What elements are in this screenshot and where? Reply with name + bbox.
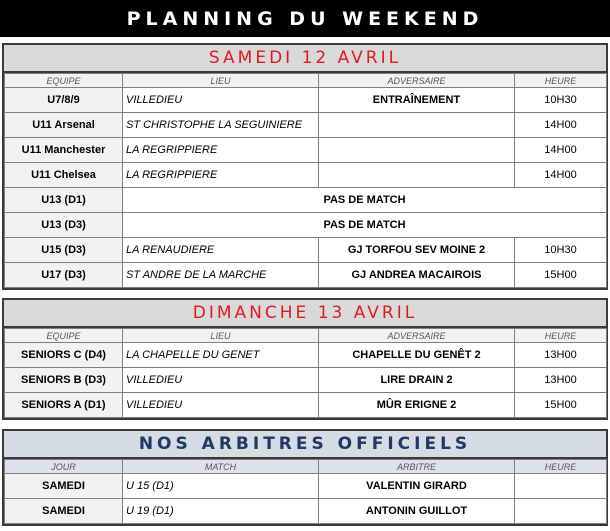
team-cell: U17 (D3): [5, 263, 123, 288]
heure-cell: 15H00: [515, 263, 607, 288]
adversaire-cell: GJ TORFOU SEV MOINE 2: [319, 238, 515, 263]
heure-cell: [515, 499, 607, 524]
col-header-adversaire: ADVERSAIRE: [319, 329, 515, 343]
adversaire-cell: [319, 163, 515, 188]
col-header-equipe: EQUIPE: [5, 329, 123, 343]
col-header-equipe: EQUIPE: [5, 74, 123, 88]
col-header-heure: HEURE: [515, 74, 607, 88]
lieu-cell: VILLEDIEU: [123, 368, 319, 393]
heure-cell: 13H00: [515, 368, 607, 393]
table-row: [5, 113, 607, 138]
sunday-section: [2, 298, 608, 420]
adversaire-cell: ENTRAÎNEMENT: [319, 88, 515, 113]
referees-title: NOS ARBITRES OFFICIELS: [138, 434, 472, 454]
team-cell: U13 (D1): [5, 188, 123, 213]
arbitre-cell: ANTONIN GUILLOT: [319, 499, 515, 524]
col-header-lieu: LIEU: [123, 74, 319, 88]
adversaire-cell: LIRE DRAIN 2: [319, 368, 515, 393]
sunday-title: DIMANCHE 13 AVRIL: [192, 303, 418, 323]
heure-cell: 10H30: [515, 238, 607, 263]
table-row: [5, 393, 607, 418]
arbitre-cell: VALENTIN GIRARD: [319, 474, 515, 499]
referees-table: [4, 459, 607, 524]
adversaire-cell: CHAPELLE DU GENÊT 2: [319, 343, 515, 368]
saturday-title: SAMEDI 12 AVRIL: [208, 48, 402, 68]
col-header-arbitre: ARBITRE: [319, 460, 515, 474]
table-row: [5, 238, 607, 263]
team-cell: U11 Manchester: [5, 138, 123, 163]
table-row: [5, 499, 607, 524]
team-cell: SENIORS A (D1): [5, 393, 123, 418]
adversaire-cell: GJ ANDREA MACAIROIS: [319, 263, 515, 288]
heure-cell: 14H00: [515, 113, 607, 138]
team-cell: U15 (D3): [5, 238, 123, 263]
table-row: [5, 88, 607, 113]
adversaire-cell: MÛR ERIGNE 2: [319, 393, 515, 418]
team-cell: U11 Chelsea: [5, 163, 123, 188]
saturday-table: [4, 73, 607, 288]
col-header-adversaire: ADVERSAIRE: [319, 74, 515, 88]
table-header-row: [5, 460, 607, 474]
jour-cell: SAMEDI: [5, 499, 123, 524]
col-header-jour: JOUR: [5, 460, 123, 474]
team-cell: SENIORS C (D4): [5, 343, 123, 368]
match-cell: U 15 (D1): [123, 474, 319, 499]
table-header-row: [5, 74, 607, 88]
page-title: PLANNING DU WEEKEND: [126, 7, 484, 30]
col-header-heure: HEURE: [515, 329, 607, 343]
lieu-cell: LA REGRIPPIERE: [123, 138, 319, 163]
table-row: [5, 263, 607, 288]
lieu-cell: ST CHRISTOPHE LA SEGUINIERE: [123, 113, 319, 138]
table-row: [5, 474, 607, 499]
no-match-cell: PAS DE MATCH: [123, 188, 607, 213]
no-match-cell: PAS DE MATCH: [123, 213, 607, 238]
heure-cell: 13H00: [515, 343, 607, 368]
lieu-cell: VILLEDIEU: [123, 88, 319, 113]
lieu-cell: LA CHAPELLE DU GENET: [123, 343, 319, 368]
adversaire-cell: [319, 113, 515, 138]
table-row: [5, 163, 607, 188]
heure-cell: [515, 474, 607, 499]
team-cell: U7/8/9: [5, 88, 123, 113]
col-header-match: MATCH: [123, 460, 319, 474]
page-title-bar: [0, 0, 610, 37]
heure-cell: 14H00: [515, 138, 607, 163]
table-row: [5, 188, 607, 213]
lieu-cell: ST ANDRE DE LA MARCHE: [123, 263, 319, 288]
adversaire-cell: [319, 138, 515, 163]
match-cell: U 19 (D1): [123, 499, 319, 524]
referees-section: [2, 429, 608, 526]
heure-cell: 10H30: [515, 88, 607, 113]
team-cell: U13 (D3): [5, 213, 123, 238]
col-header-heure: HEURE: [515, 460, 607, 474]
jour-cell: SAMEDI: [5, 474, 123, 499]
heure-cell: 15H00: [515, 393, 607, 418]
table-row: [5, 343, 607, 368]
saturday-section: [2, 43, 608, 290]
sunday-table: [4, 328, 607, 418]
sunday-header: [4, 300, 606, 328]
saturday-header: [4, 45, 606, 73]
table-row: [5, 138, 607, 163]
col-header-lieu: LIEU: [123, 329, 319, 343]
table-row: [5, 213, 607, 238]
team-cell: U11 Arsenal: [5, 113, 123, 138]
referees-header: [4, 431, 606, 459]
lieu-cell: VILLEDIEU: [123, 393, 319, 418]
team-cell: SENIORS B (D3): [5, 368, 123, 393]
heure-cell: 14H00: [515, 163, 607, 188]
lieu-cell: LA REGRIPPIERE: [123, 163, 319, 188]
lieu-cell: LA RENAUDIERE: [123, 238, 319, 263]
table-header-row: [5, 329, 607, 343]
table-row: [5, 368, 607, 393]
